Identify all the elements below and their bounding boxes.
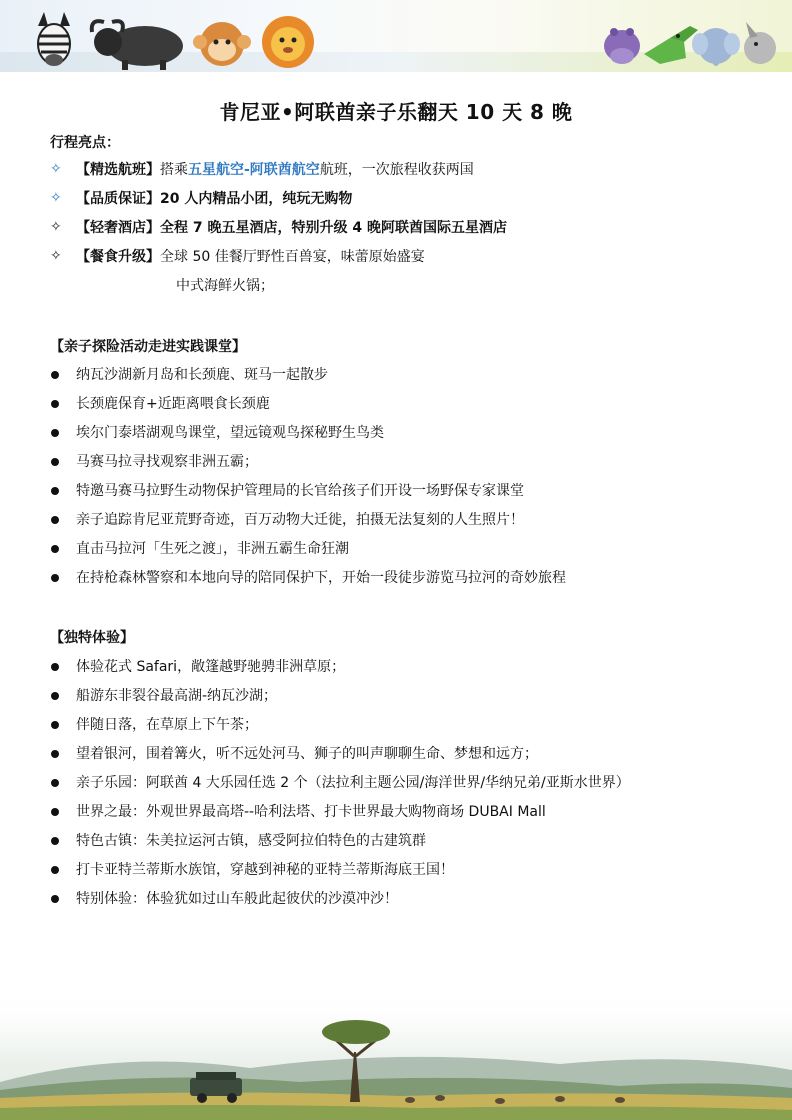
highlight-tag: 【精选航班】 [76,162,160,178]
bullet-dot-icon [51,663,59,671]
bullet-dot-icon [51,895,59,903]
cartoon-animals-right-icon [600,8,780,70]
list-item: 纳瓦沙湖新月岛和长颈鹿、斑马一起散步 [76,367,328,383]
adventure-heading: 【亲子探险活动走进实践课堂】 [50,339,246,355]
cartoon-animals-left-icon [30,8,330,70]
highlight-text: 全程 7 晚五星酒店，特别升级 4 晚阿联酋国际五星酒店 [160,220,507,236]
highlight-item-continuation: 中式海鲜火锅； [176,278,274,294]
bullet-dot-icon [51,400,59,408]
diamond-bullet-icon: ✧ [50,161,62,177]
unique-heading: 【独特体验】 [50,630,134,646]
bullet-dot-icon [51,866,59,874]
bullet-dot-icon [51,487,59,495]
bullet-dot-icon [51,750,59,758]
crocodile-icon [644,26,698,64]
list-item: 埃尔门泰塔湖观鸟课堂，望远镜观鸟探秘野生鸟类 [76,425,384,441]
lion-icon [262,16,314,68]
zebra-icon [38,12,70,66]
buffalo-icon [92,21,183,70]
list-item: 船游东非裂谷最高湖-纳瓦沙湖； [76,688,278,704]
bullet-dot-icon [51,837,59,845]
bullet-dot-icon [51,574,59,582]
list-item: 特色古镇：朱美拉运河古镇，感受阿拉伯特色的古建筑群 [76,833,426,849]
list-item: 马赛马拉寻找观察非洲五霸； [76,454,258,470]
monkey-icon [193,22,251,66]
highlight-tag: 【餐食升级】 [76,249,160,265]
diamond-bullet-icon: ✧ [50,248,62,264]
hippo-icon [604,28,640,64]
bullet-dot-icon [51,721,59,729]
diamond-bullet-icon: ✧ [50,190,62,206]
highlight-item [76,160,474,180]
bullet-dot-icon [51,429,59,437]
elephant-icon [692,28,740,66]
list-item: 长颈鹿保育+近距离喂食长颈鹿 [76,396,270,412]
list-item: 特别体验：体验犹如过山车般此起彼伏的沙漠冲沙！ [76,891,398,907]
list-item: 特邀马赛马拉野生动物保护管理局的长官给孩子们开设一场野保专家课堂 [76,483,524,499]
bullet-dot-icon [51,779,59,787]
highlight-text: 搭乘 [160,162,188,178]
diamond-bullet-icon: ✧ [50,219,62,235]
highlight-item [76,189,352,209]
rhino-icon [744,22,776,64]
bullet-dot-icon [51,371,59,379]
highlight-airline: 五星航空-阿联酋航空 [188,162,320,178]
bullet-dot-icon [51,808,59,816]
list-item: 亲子乐园：阿联酋 4 大乐园任选 2 个（法拉利主题公园/海洋世界/华纳兄弟/亚斯水世界） [76,775,630,791]
highlight-item [76,247,425,267]
highlight-tag: 【品质保证】 [76,191,160,207]
highlight-text-tail: 航班，一次旅程收获两国 [319,162,474,178]
highlight-tag: 【轻奢酒店】 [76,220,160,236]
savanna-scene-image [0,990,792,1120]
highlights-heading: 行程亮点： [50,135,120,151]
list-item: 体验花式 Safari，敞篷越野驰骋非洲草原； [76,659,346,675]
list-item: 打卡亚特兰蒂斯水族馆，穿越到神秘的亚特兰蒂斯海底王国！ [76,862,454,878]
list-item: 亲子追踪肯尼亚荒野奇迹，百万动物大迁徙，拍摄无法复刻的人生照片！ [76,512,524,528]
highlight-item [76,218,507,238]
list-item: 伴随日落，在草原上下午茶； [76,717,258,733]
list-item: 望着银河，围着篝火，听不远处河马、狮子的叫声聊聊生命、梦想和远方； [76,746,538,762]
list-item: 世界之最：外观世界最高塔--哈利法塔、打卡世界最大购物商场 DUBAI Mall [76,804,546,820]
highlight-text: 20 人内精品小团，纯玩无购物 [160,191,353,207]
page-title: 肯尼亚•阿联酋亲子乐翻天 10 天 8 晚 [219,100,573,124]
highlight-text: 全球 50 佳餐厅野性百兽宴，味蕾原始盛宴 [160,249,425,265]
list-item: 直击马拉河「生死之渡」，非洲五霸生命狂潮 [76,541,349,557]
bullet-dot-icon [51,692,59,700]
bullet-dot-icon [51,458,59,466]
list-item: 在持枪森林警察和本地向导的陪同保护下，开始一段徒步游览马拉河的奇妙旅程 [76,570,566,586]
bullet-dot-icon [51,516,59,524]
bullet-dot-icon [51,545,59,553]
